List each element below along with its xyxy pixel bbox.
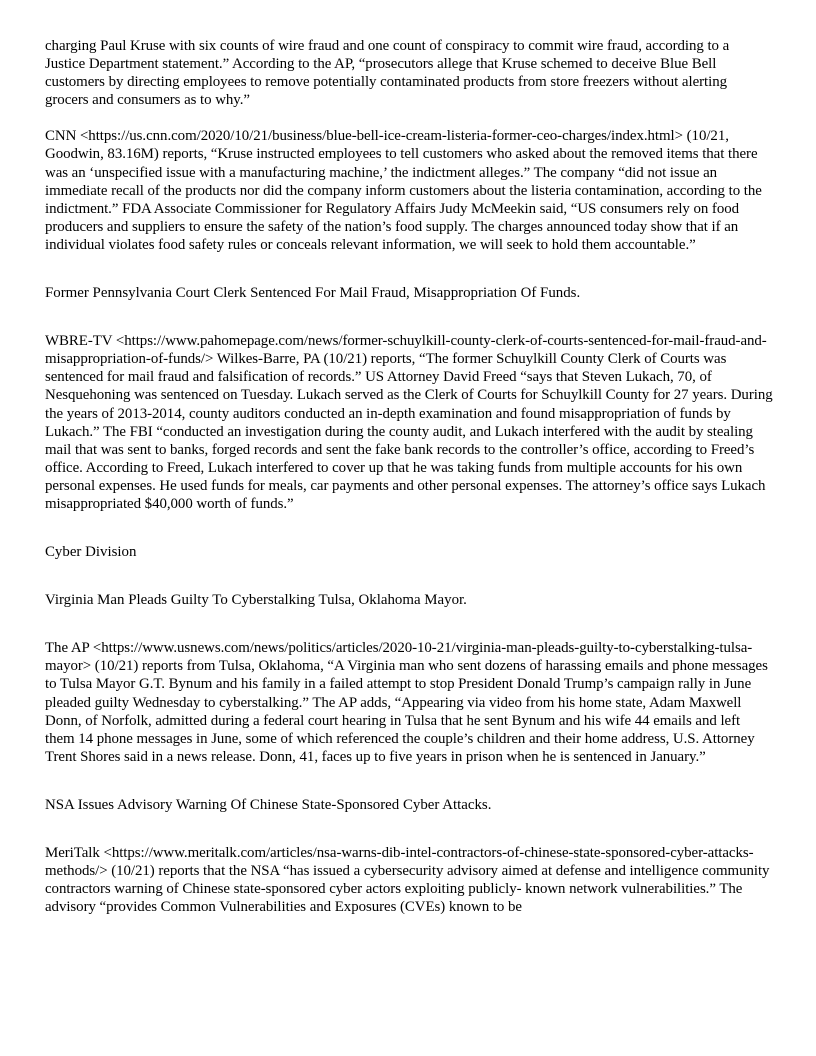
document-page: [45, 37, 773, 916]
section-heading-cyber-division: Cyber Division: [45, 544, 137, 561]
spacer: [45, 109, 773, 127]
spacer: [45, 766, 773, 796]
cnn-report-paragraph: CNN <https://us.cnn.com/2020/10/21/business/blue-bell-ice-cream-listeria-former-ceo-charges/index.html> (10/21, Goodwin, 83.16M) reports, “Kruse instructed employees to tell customers who asked about the removed items that there was an ‘unspecified issue with a manufacturing machine,’ the indictment alleges.” The company “did not issue an immediate recall of the products nor did the company inform customers about the listeria contamination, according to the indictment.” FDA Associate Commissioner for Regulatory Affairs Judy McMeekin said, “US consumers rely on food producers and suppliers to ensure the safety of the nation’s food supply. The charges announced today show that if an individual violates food safety rules or conceals relevant information, we will seek to hold them accountable.”: [45, 128, 762, 253]
spacer: [45, 302, 773, 332]
spacer: [45, 609, 773, 639]
spacer: [45, 513, 773, 543]
meritalk-report-paragraph: MeriTalk <https://www.meritalk.com/articles/nsa-warns-dib-intel-contractors-of-chinese-state-sponsored-cyber-attacks-methods/> (10/21) reports that the NSA “has issued a cybersecurity advisory aimed at defense and intelligence community contractors warning of Chinese state-sponsored cyber actors exploiting publicly- known network vulnerabilities.” The advisory “provides Common Vulnerabilities and Exposures (CVEs) known to be: [45, 845, 770, 916]
spacer: [45, 254, 773, 284]
spacer: [45, 561, 773, 591]
headline-virginia-cyberstalking: Virginia Man Pleads Guilty To Cyberstalking Tulsa, Oklahoma Mayor.: [45, 592, 467, 609]
kruse-charges-paragraph: charging Paul Kruse with six counts of wire fraud and one count of conspiracy to commit wire fraud, according to a Justice Department statement.” According to the AP, “prosecutors allege that Kruse schemed to deceive Blue Bell customers by directing employees to remove potentially contaminated products from store freezers without alerting grocers and consumers as to why.”: [45, 38, 730, 109]
headline-pennsylvania-clerk: Former Pennsylvania Court Clerk Sentenced For Mail Fraud, Misappropriation Of Funds.: [45, 285, 581, 302]
spacer: [45, 814, 773, 844]
wbre-report-paragraph: WBRE-TV <https://www.pahomepage.com/news/former-schuylkill-county-clerk-of-courts-sentenced-for-mail-fraud-and-misappropriation-of-funds/> Wilkes-Barre, PA (10/21) reports, “The former Schuylkill County Clerk of Courts was sentenced for mail fraud and falsification of records.” US Attorney David Freed “says that Steven Lukach, 70, of Nesquehoning was sentenced on Tuesday. Lukach served as the Clerk of Courts for Schuylkill County for 27 years. During the years of 2013-2014, county auditors conducted an in-depth examination and found misappropriation of funds by Lukach.” The FBI “conducted an investigation during the county audit, and Lukach interfered with the audit by stealing mail that was sent to banks, forged records and sent the fake bank records to the controller’s office, according to Freed’s office. According to Freed, Lukach interfered to cover up that he was taking funds from multiple accounts for his own personal expenses. He used funds for meals, car payments and other personal expenses. The attorney’s office says Lukach misappropriated $40,000 worth of funds.”: [45, 333, 773, 512]
headline-nsa-advisory: NSA Issues Advisory Warning Of Chinese State-Sponsored Cyber Attacks.: [45, 796, 492, 813]
ap-report-paragraph: The AP <https://www.usnews.com/news/politics/articles/2020-10-21/virginia-man-pleads-guilty-to-cyberstalking-tulsa-mayor> (10/21) reports from Tulsa, Oklahoma, “A Virginia man who sent dozens of harassing emails and phone messages to Tulsa Mayor G.T. Bynum and his family in a failed attempt to stop President Donald Trump’s campaign rally in June pleaded guilty Wednesday to cyberstalking.” The AP adds, “Appearing via video from his home state, Adam Maxwell Donn, of Norfolk, admitted during a federal court hearing in Tulsa that he sent Bynum and his wife 44 emails and left them 14 phone messages in June, some of which referenced the couple’s children and their home address, U.S. Attorney Trent Shores said in a news release. Donn, 41, faces up to five years in prison when he is sentenced in January.”: [45, 640, 768, 765]
